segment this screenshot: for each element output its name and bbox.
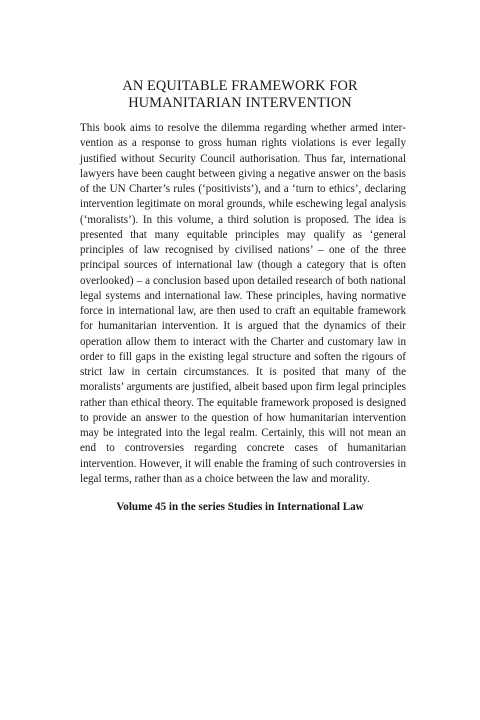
series-note: Volume 45 in the series Studies in International Law — [116, 501, 364, 513]
book-title — [60, 78, 420, 112]
book-title-line-2: HUMANITARIAN INTERVENTION — [128, 95, 352, 111]
book-title-line-1: AN EQUITABLE FRAMEWORK FOR — [122, 78, 358, 94]
book-description: This book aims to resolve the dilemma regarding whether armed intervention as a response to gross human rights violations is ever legally justified without Security Council authorisation. Thus far, international lawyers have been caught between giving a negative answer on the basis of the UN Charter’s rules (‘positivists’), and a ‘turn to ethics’, declaring intervention legitimate on moral grounds, while eschewing legal analysis (‘moralists’). In this volume, a third solution is proposed. The idea is presented that many equitable principles may qualify as ‘general principles of law recognised by civilised nations’ – one of the three principal sources of international law (though a category that is often overlooked) – a conclusion based upon detailed research of both national legal systems and international law. These principles, having normative force in international law, are then used to craft an equitable framework for humanitarian intervention. It is argued that the dynamics of their operation allow them to interact with the Charter and customary law in order to fill gaps in the existing legal structure and soften the rigours of strict law in certain circumstances. It is posited that many of the moralists’ arguments are justified, albeit based upon firm legal principles rather than ethical theory. The equitable framework proposed is designed to provide an answer to the question of how humanitarian intervention may be integrated into the legal realm. Certainly, this will not mean an end to controversies regarding concrete cases of humanitarian intervention. However, it will enable the framing of such controversies in legal terms, rather than as a choice between the law and morality. — [80, 122, 406, 485]
